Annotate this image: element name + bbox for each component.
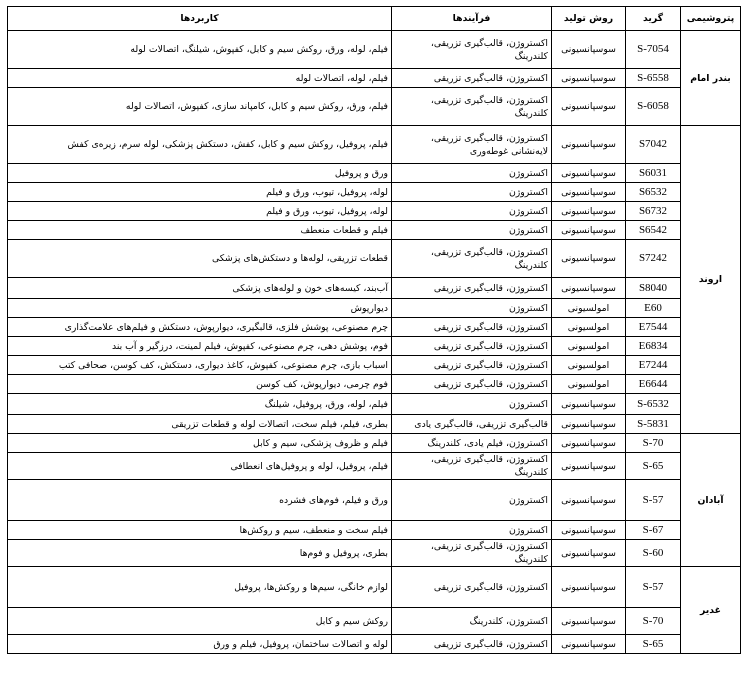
process-cell: اکستروژن، کلندرینگ [392, 608, 552, 635]
applications-cell: بطری، فیلم، فیلم سخت، اتصالات لوله و قطعات تزریقی [8, 415, 392, 434]
method-cell: امولسیونی [552, 299, 626, 318]
grade-cell: S-65 [626, 453, 681, 480]
method-cell: سوسپانسیونی [552, 164, 626, 183]
applications-cell: فیلم، لوله، ورق، پروفیل، شیلنگ [8, 394, 392, 415]
table-row [8, 240, 741, 278]
process-cell: اکستروژن، قالب‌گیری تزریقی، کلندرینگ [392, 31, 552, 69]
method-cell: سوسپانسیونی [552, 240, 626, 278]
grade-cell: S-60 [626, 540, 681, 567]
method-cell: سوسپانسیونی [552, 69, 626, 88]
method-cell: امولسیونی [552, 375, 626, 394]
table-row [8, 480, 741, 521]
process-cell: اکستروژن، قالب‌گیری تزریقی [392, 69, 552, 88]
grade-cell: S-6058 [626, 88, 681, 126]
table-header-row [8, 7, 741, 31]
process-cell: اکستروژن، قالب‌گیری تزریقی، کلندرینگ [392, 240, 552, 278]
applications-cell: ورق و پروفیل [8, 164, 392, 183]
process-cell: اکستروژن، قالب‌گیری تزریقی، کلندرینگ [392, 540, 552, 567]
process-cell: اکستروژن، قالب‌گیری تزریقی [392, 375, 552, 394]
applications-cell: اسباب بازی، چرم مصنوعی، کفپوش، کاغذ دیواری، دستکش، کف کوسن، صحافی کتب [8, 356, 392, 375]
method-cell: سوسپانسیونی [552, 608, 626, 635]
table-row [8, 356, 741, 375]
method-cell: سوسپانسیونی [552, 88, 626, 126]
table-row [8, 318, 741, 337]
header-applications: کاربردها [8, 7, 392, 31]
process-cell: اکستروژن، قالب‌گیری تزریقی، کلندرینگ [392, 88, 552, 126]
table-row [8, 635, 741, 654]
applications-cell: فیلم، لوله، اتصالات لوله [8, 69, 392, 88]
process-cell: اکستروژن [392, 183, 552, 202]
grade-cell: E7244 [626, 356, 681, 375]
table-row [8, 69, 741, 88]
applications-cell: آب‌بند، کیسه‌های خون و لوله‌های پزشکی [8, 278, 392, 299]
grade-cell: S-70 [626, 434, 681, 453]
table-row [8, 202, 741, 221]
grade-cell: S-5831 [626, 415, 681, 434]
process-cell: اکستروژن [392, 480, 552, 521]
method-cell: سوسپانسیونی [552, 202, 626, 221]
grade-cell: E6834 [626, 337, 681, 356]
grade-cell: S-7054 [626, 31, 681, 69]
process-cell: اکستروژن [392, 164, 552, 183]
grade-cell: S8040 [626, 278, 681, 299]
petrochemical-cell: اروند [681, 126, 741, 434]
applications-cell: لوله و اتصالات ساختمان، پروفیل، فیلم و ورق [8, 635, 392, 654]
applications-cell: فوم، پوشش دهی، چرم مصنوعی، کفپوش، فیلم لمینت، درزگیر و آب بند [8, 337, 392, 356]
table-row [8, 608, 741, 635]
method-cell: سوسپانسیونی [552, 394, 626, 415]
method-cell: سوسپانسیونی [552, 221, 626, 240]
process-cell: اکستروژن، قالب‌گیری تزریقی [392, 356, 552, 375]
method-cell: امولسیونی [552, 318, 626, 337]
table-row [8, 88, 741, 126]
petrochemical-cell: آبادان [681, 434, 741, 567]
grade-cell: S-65 [626, 635, 681, 654]
table-row [8, 375, 741, 394]
applications-cell: لوله، پروفیل، تیوب، ورق و فیلم [8, 202, 392, 221]
grade-cell: S-70 [626, 608, 681, 635]
grade-cell: E7544 [626, 318, 681, 337]
process-cell: اکستروژن، قالب‌گیری تزریقی، لایه‌نشانی غوطه‌وری [392, 126, 552, 164]
pvc-grades-table [7, 6, 741, 654]
applications-cell: فیلم سخت و منعطف، سیم و روکش‌ها [8, 521, 392, 540]
process-cell: اکستروژن، قالب‌گیری تزریقی، کلندرینگ [392, 453, 552, 480]
process-cell: اکستروژن، قالب‌گیری تزریقی [392, 278, 552, 299]
applications-cell: فیلم، لوله، ورق، روکش سیم و کابل، کفپوش، شیلنگ، اتصالات لوله [8, 31, 392, 69]
pvc-grades-table-wrapper [7, 6, 740, 654]
applications-cell: لوله، پروفیل، تیوب، ورق و فیلم [8, 183, 392, 202]
header-grade: گرید [626, 7, 681, 31]
process-cell: اکستروژن، فیلم یادی، کلندرینگ [392, 434, 552, 453]
table-row [8, 453, 741, 480]
process-cell: اکستروژن، قالب‌گیری تزریقی [392, 337, 552, 356]
process-cell: اکستروژن، قالب‌گیری تزریقی [392, 318, 552, 337]
table-row [8, 278, 741, 299]
grade-cell: S-6558 [626, 69, 681, 88]
method-cell: امولسیونی [552, 337, 626, 356]
applications-cell: فوم چرمی، دیوارپوش، کف کوسن [8, 375, 392, 394]
applications-cell: بطری، پروفیل و فوم‌ها [8, 540, 392, 567]
method-cell: سوسپانسیونی [552, 415, 626, 434]
header-method: روش تولید [552, 7, 626, 31]
method-cell: سوسپانسیونی [552, 434, 626, 453]
applications-cell: فیلم، پروفیل، روکش سیم و کابل، کفش، دستکش پزشکی، لوله سرم، زیره‌ی کفش [8, 126, 392, 164]
applications-cell: فیلم، ورق، روکش سیم و کابل، کامپاند سازی، کفپوش، اتصالات لوله [8, 88, 392, 126]
method-cell: سوسپانسیونی [552, 126, 626, 164]
applications-cell: لوازم خانگی، سیم‌ها و روکش‌ها، پروفیل [8, 567, 392, 608]
petrochemical-cell: بندر امام [681, 31, 741, 126]
method-cell: سوسپانسیونی [552, 278, 626, 299]
applications-cell: ورق و فیلم، فوم‌های فشرده [8, 480, 392, 521]
table-row [8, 567, 741, 608]
process-cell: اکستروژن، قالب‌گیری تزریقی [392, 567, 552, 608]
method-cell: سوسپانسیونی [552, 540, 626, 567]
table-body [8, 31, 741, 654]
table-row [8, 183, 741, 202]
method-cell: سوسپانسیونی [552, 635, 626, 654]
applications-cell: چرم مصنوعی، پوشش فلزی، قالبگیری، دیوارپوش، دستکش و فیلم‌های علامت‌گذاری [8, 318, 392, 337]
process-cell: اکستروژن [392, 299, 552, 318]
grade-cell: S6542 [626, 221, 681, 240]
grade-cell: S-67 [626, 521, 681, 540]
method-cell: سوسپانسیونی [552, 567, 626, 608]
grade-cell: S7042 [626, 126, 681, 164]
table-row [8, 540, 741, 567]
table-row [8, 394, 741, 415]
table-row [8, 415, 741, 434]
process-cell: اکستروژن [392, 394, 552, 415]
grade-cell: S-57 [626, 480, 681, 521]
applications-cell: دیوارپوش [8, 299, 392, 318]
process-cell: اکستروژن [392, 521, 552, 540]
method-cell: سوسپانسیونی [552, 183, 626, 202]
process-cell: قالب‌گیری تزریقی، قالب‌گیری یادی [392, 415, 552, 434]
table-row [8, 434, 741, 453]
table-row [8, 521, 741, 540]
header-petrochemical: پتروشیمی [681, 7, 741, 31]
grade-cell: S6031 [626, 164, 681, 183]
applications-cell: فیلم و ظروف پزشکی، سیم و کابل [8, 434, 392, 453]
method-cell: سوسپانسیونی [552, 453, 626, 480]
grade-cell: E6644 [626, 375, 681, 394]
applications-cell: قطعات تزریقی، لوله‌ها و دستکش‌های پزشکی [8, 240, 392, 278]
petrochemical-cell: غدیر [681, 567, 741, 654]
process-cell: اکستروژن [392, 221, 552, 240]
table-row [8, 31, 741, 69]
applications-cell: فیلم، پروفیل، لوله و پروفیل‌های انعطافی [8, 453, 392, 480]
method-cell: سوسپانسیونی [552, 521, 626, 540]
method-cell: سوسپانسیونی [552, 480, 626, 521]
grade-cell: S-6532 [626, 394, 681, 415]
process-cell: اکستروژن، قالب‌گیری تزریقی [392, 635, 552, 654]
header-processes: فرآیندها [392, 7, 552, 31]
method-cell: امولسیونی [552, 356, 626, 375]
method-cell: سوسپانسیونی [552, 31, 626, 69]
table-row [8, 164, 741, 183]
grade-cell: S6532 [626, 183, 681, 202]
applications-cell: فیلم و قطعات منعطف [8, 221, 392, 240]
table-row [8, 337, 741, 356]
grade-cell: E60 [626, 299, 681, 318]
process-cell: اکستروژن [392, 202, 552, 221]
table-row [8, 299, 741, 318]
grade-cell: S7242 [626, 240, 681, 278]
grade-cell: S6732 [626, 202, 681, 221]
applications-cell: روکش سیم و کابل [8, 608, 392, 635]
table-row [8, 126, 741, 164]
table-row [8, 221, 741, 240]
grade-cell: S-57 [626, 567, 681, 608]
